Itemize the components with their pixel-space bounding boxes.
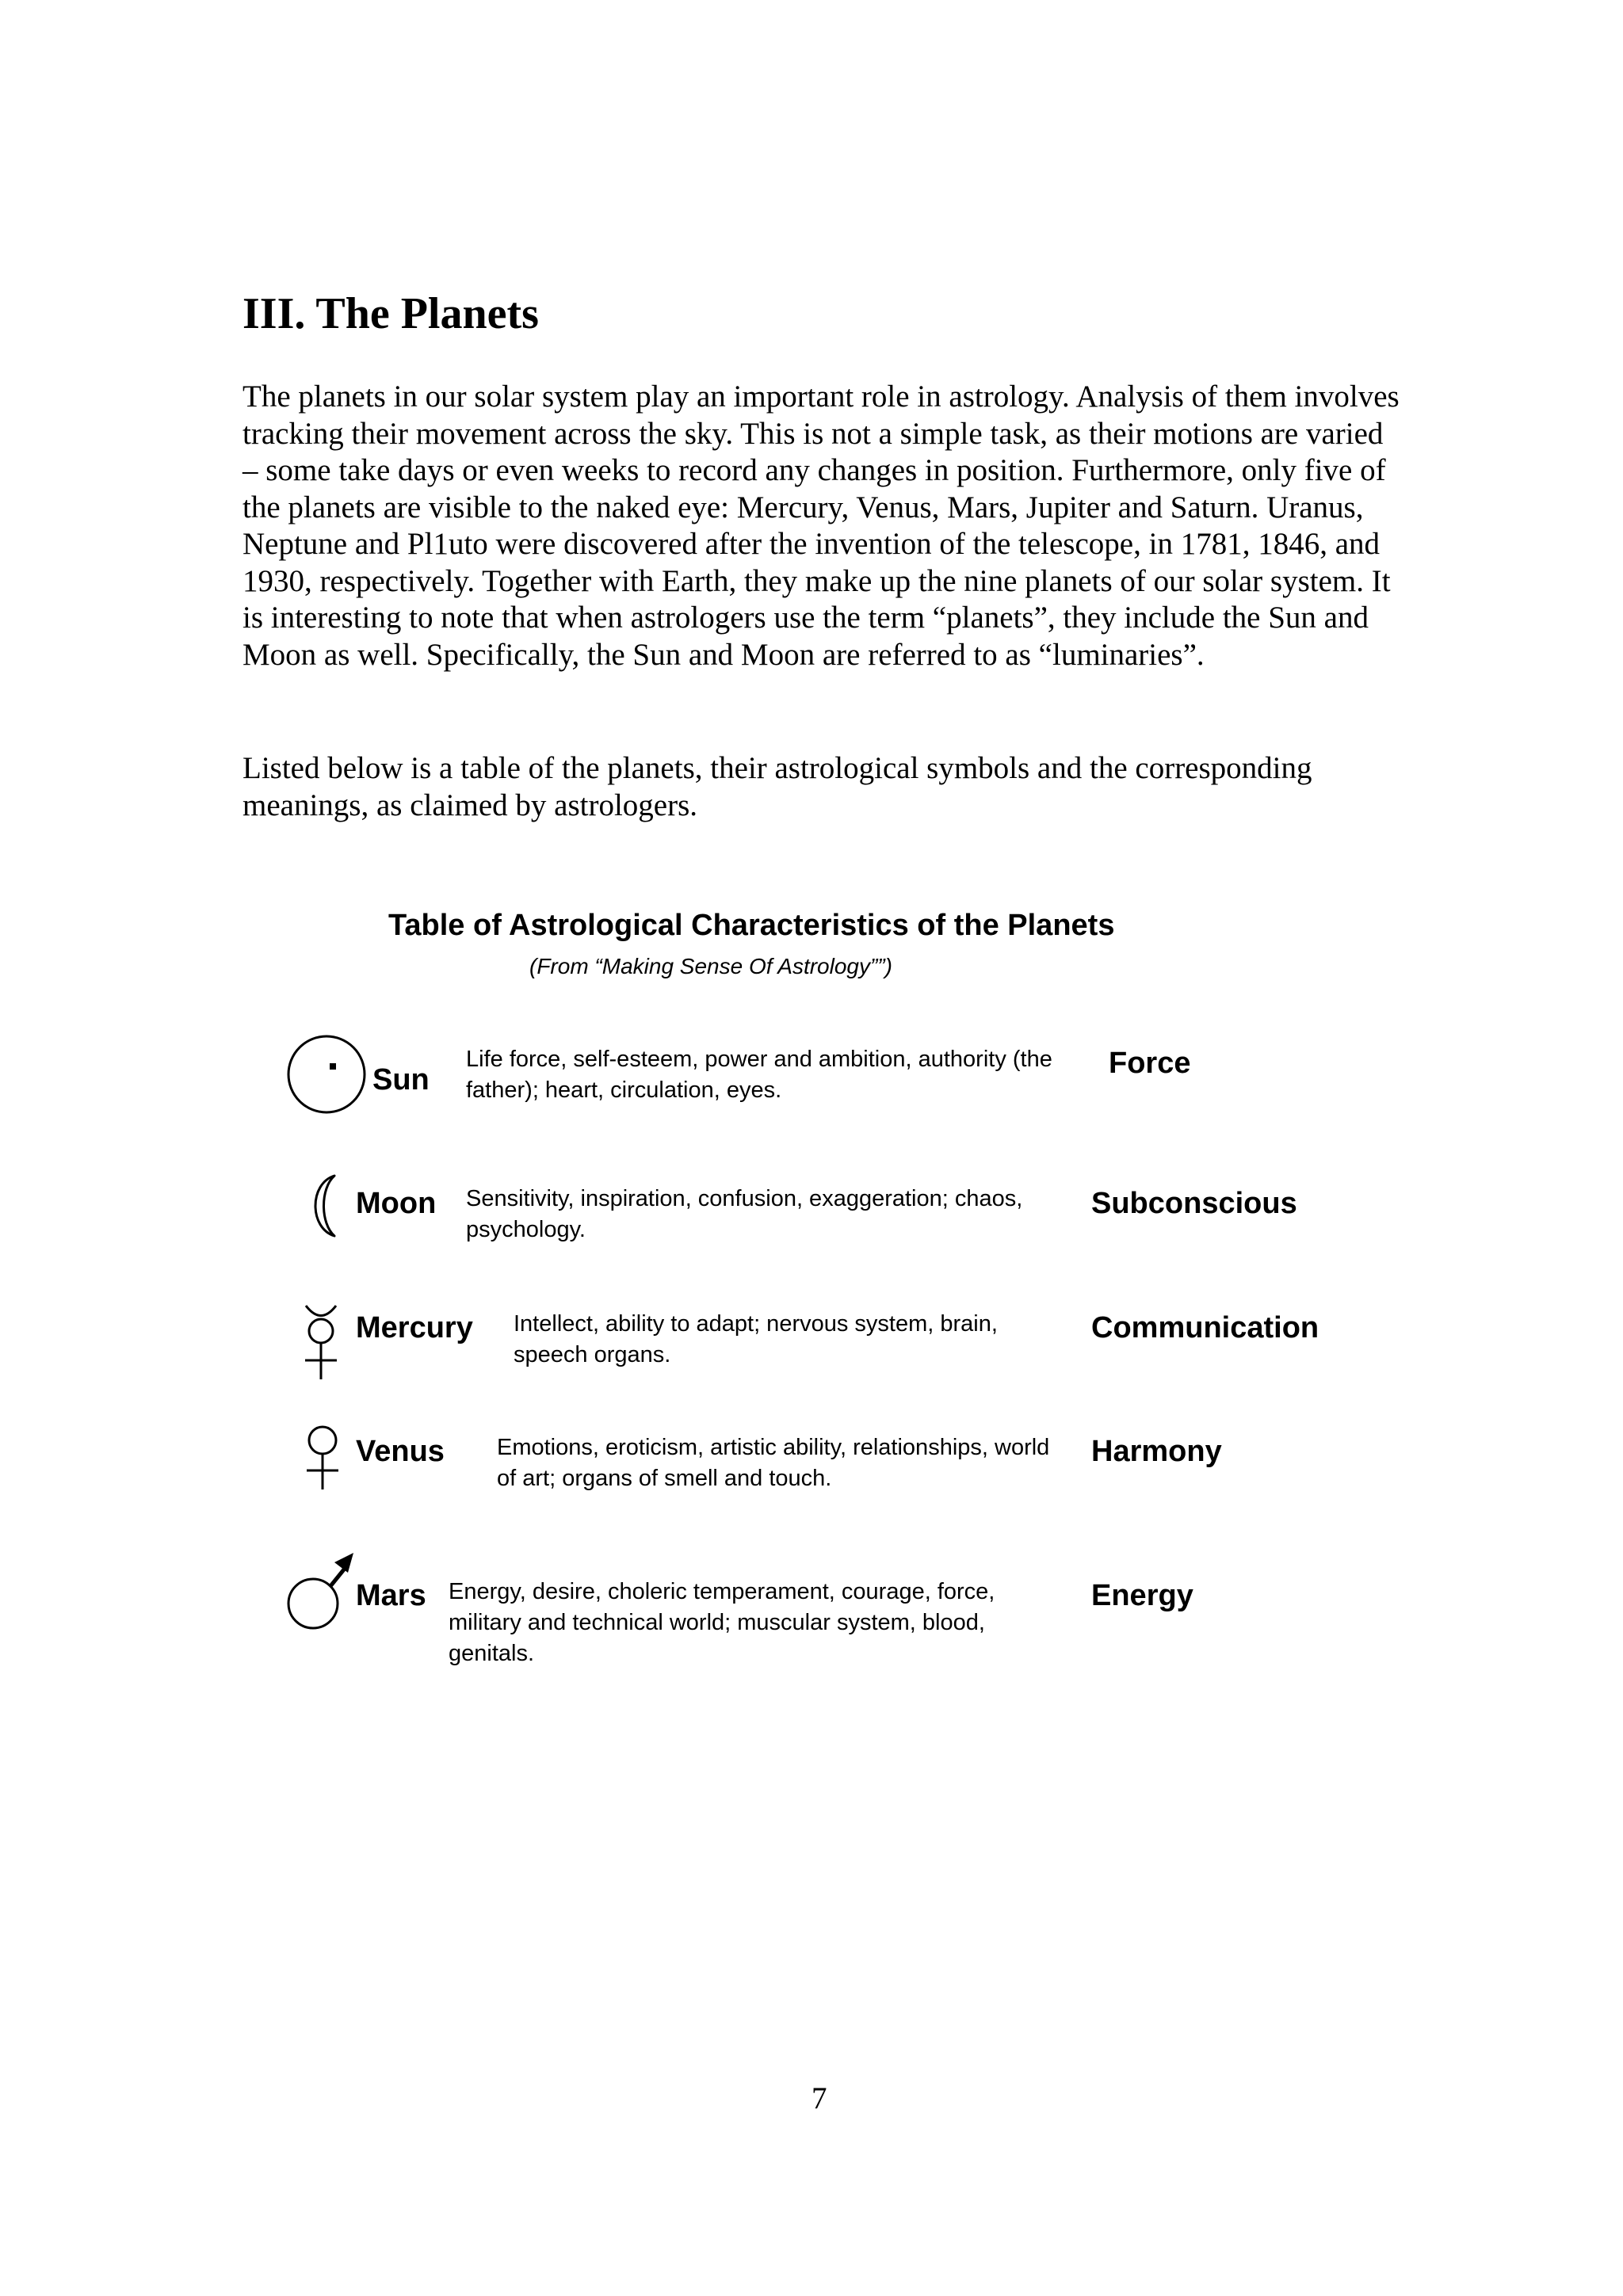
page-number: 7: [812, 2081, 827, 2115]
intro-paragraph: The planets in our solar system play an important role in astrology. Analysis of them involves tracking their movement across the sky. This is not a simple task, as their motions are varied – some take days or even weeks to record any changes in position. Furthermore, only five of the planets are visible to the naked eye: Mercury, Venus, Mars, Jupiter and Saturn. Uranus, Neptune and Pl1uto were discovered after the invention of the telescope, in 1781, 1846, and 1930, respectively. Together with Earth, they make up the nine planets of our solar system. It is interesting to note that when astrologers use the term “planets”, they include the Sun and Moon as well. Specifically, the Sun and Moon are referred to as “luminaries”.: [242, 379, 1400, 672]
mercury-symbol-icon: [300, 1303, 342, 1383]
table-title: Table of Astrological Characteristics of the Planets: [388, 909, 1115, 942]
planet-keyword: Subconscious: [1091, 1187, 1297, 1220]
planet-keyword: Energy: [1091, 1579, 1193, 1612]
planet-name: Mars: [356, 1579, 426, 1612]
table-source: (From “Making Sense Of Astrology””): [529, 954, 892, 978]
planet-keyword: Communication: [1091, 1311, 1319, 1344]
planet-description: Sensitivity, inspiration, confusion, exaggeration; chaos, psychology.: [466, 1186, 1023, 1242]
planet-description: Energy, desire, choleric temperament, courage, force, military and technical world; muscular system, blood, genitals.: [449, 1579, 995, 1666]
venus-symbol-icon: [301, 1425, 344, 1491]
moon-symbol-icon: [300, 1173, 347, 1239]
planet-name: Venus: [356, 1435, 445, 1468]
section-title: III. The Planets: [242, 289, 539, 338]
planet-name: Sun: [372, 1063, 430, 1097]
planet-description: Life force, self-esteem, power and ambition, authority (the father); heart, circulation, eyes.: [466, 1047, 1052, 1103]
planet-keyword: Force: [1109, 1047, 1191, 1080]
planet-name: Mercury: [356, 1311, 473, 1344]
planet-description: Emotions, eroticism, artistic ability, relationships, world of art; organs of smell and touch.: [497, 1435, 1050, 1491]
planet-description: Intellect, ability to adapt; nervous system, brain, speech organs.: [514, 1311, 998, 1367]
mars-symbol-icon: [285, 1548, 357, 1632]
sun-symbol-icon: [285, 1033, 368, 1116]
table-lead-paragraph: Listed below is a table of the planets, their astrological symbols and the corresponding meanings, as claimed by astrologers.: [242, 751, 1312, 822]
planet-name: Moon: [356, 1187, 437, 1220]
planet-keyword: Harmony: [1091, 1435, 1222, 1468]
